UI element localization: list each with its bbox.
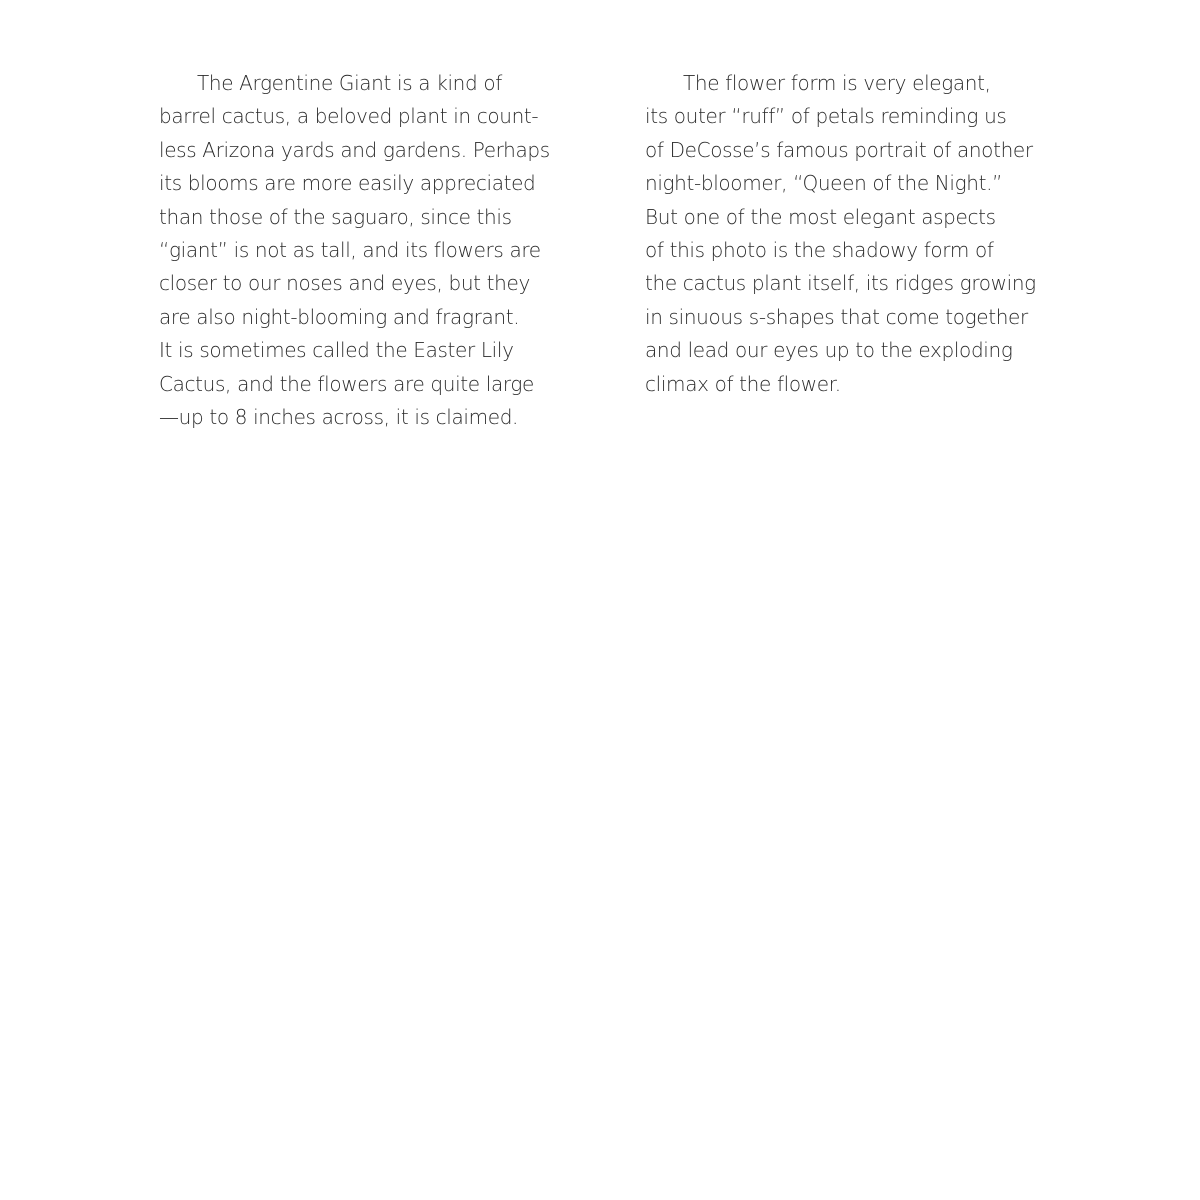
text-line: its outer “ruff” of petals reminding us [645, 104, 1007, 129]
right-text-column [645, 67, 1065, 401]
text-line: The Argentine Giant is a kind of [197, 71, 502, 95]
text-line: —up to 8 inches across, it is claimed. [159, 405, 519, 430]
text-line: the cactus plant itself, its ridges growing [645, 271, 1036, 296]
text-line: its blooms are more easily appreciated [159, 171, 536, 196]
text-line: climax of the flower. [645, 371, 841, 396]
text-line: It is sometimes called the Easter Lily [159, 338, 514, 363]
text-line: less Arizona yards and gardens. Perhaps [159, 137, 550, 162]
text-line: of this photo is the shadowy form of [645, 238, 994, 263]
text-line: of DeCosse’s famous portrait of another [645, 137, 1033, 162]
left-text-column [159, 67, 579, 434]
text-line: night-bloomer, “Queen of the Night.” [645, 171, 1003, 196]
text-line: The flower form is very elegant, [683, 71, 991, 95]
text-line: in sinuous s-shapes that come together [645, 304, 1028, 329]
text-line: closer to our noses and eyes, but they [159, 271, 530, 296]
text-line: Cactus, and the flowers are quite large [159, 371, 535, 396]
text-line: But one of the most elegant aspects [645, 204, 996, 229]
text-line: are also night-blooming and fragrant. [159, 304, 520, 329]
text-line: “giant” is not as tall, and its flowers are [159, 238, 541, 263]
text-line: and lead our eyes up to the exploding [645, 338, 1013, 363]
text-line: than those of the saguaro, since this [159, 204, 512, 229]
text-line: barrel cactus, a beloved plant in count- [159, 104, 539, 129]
